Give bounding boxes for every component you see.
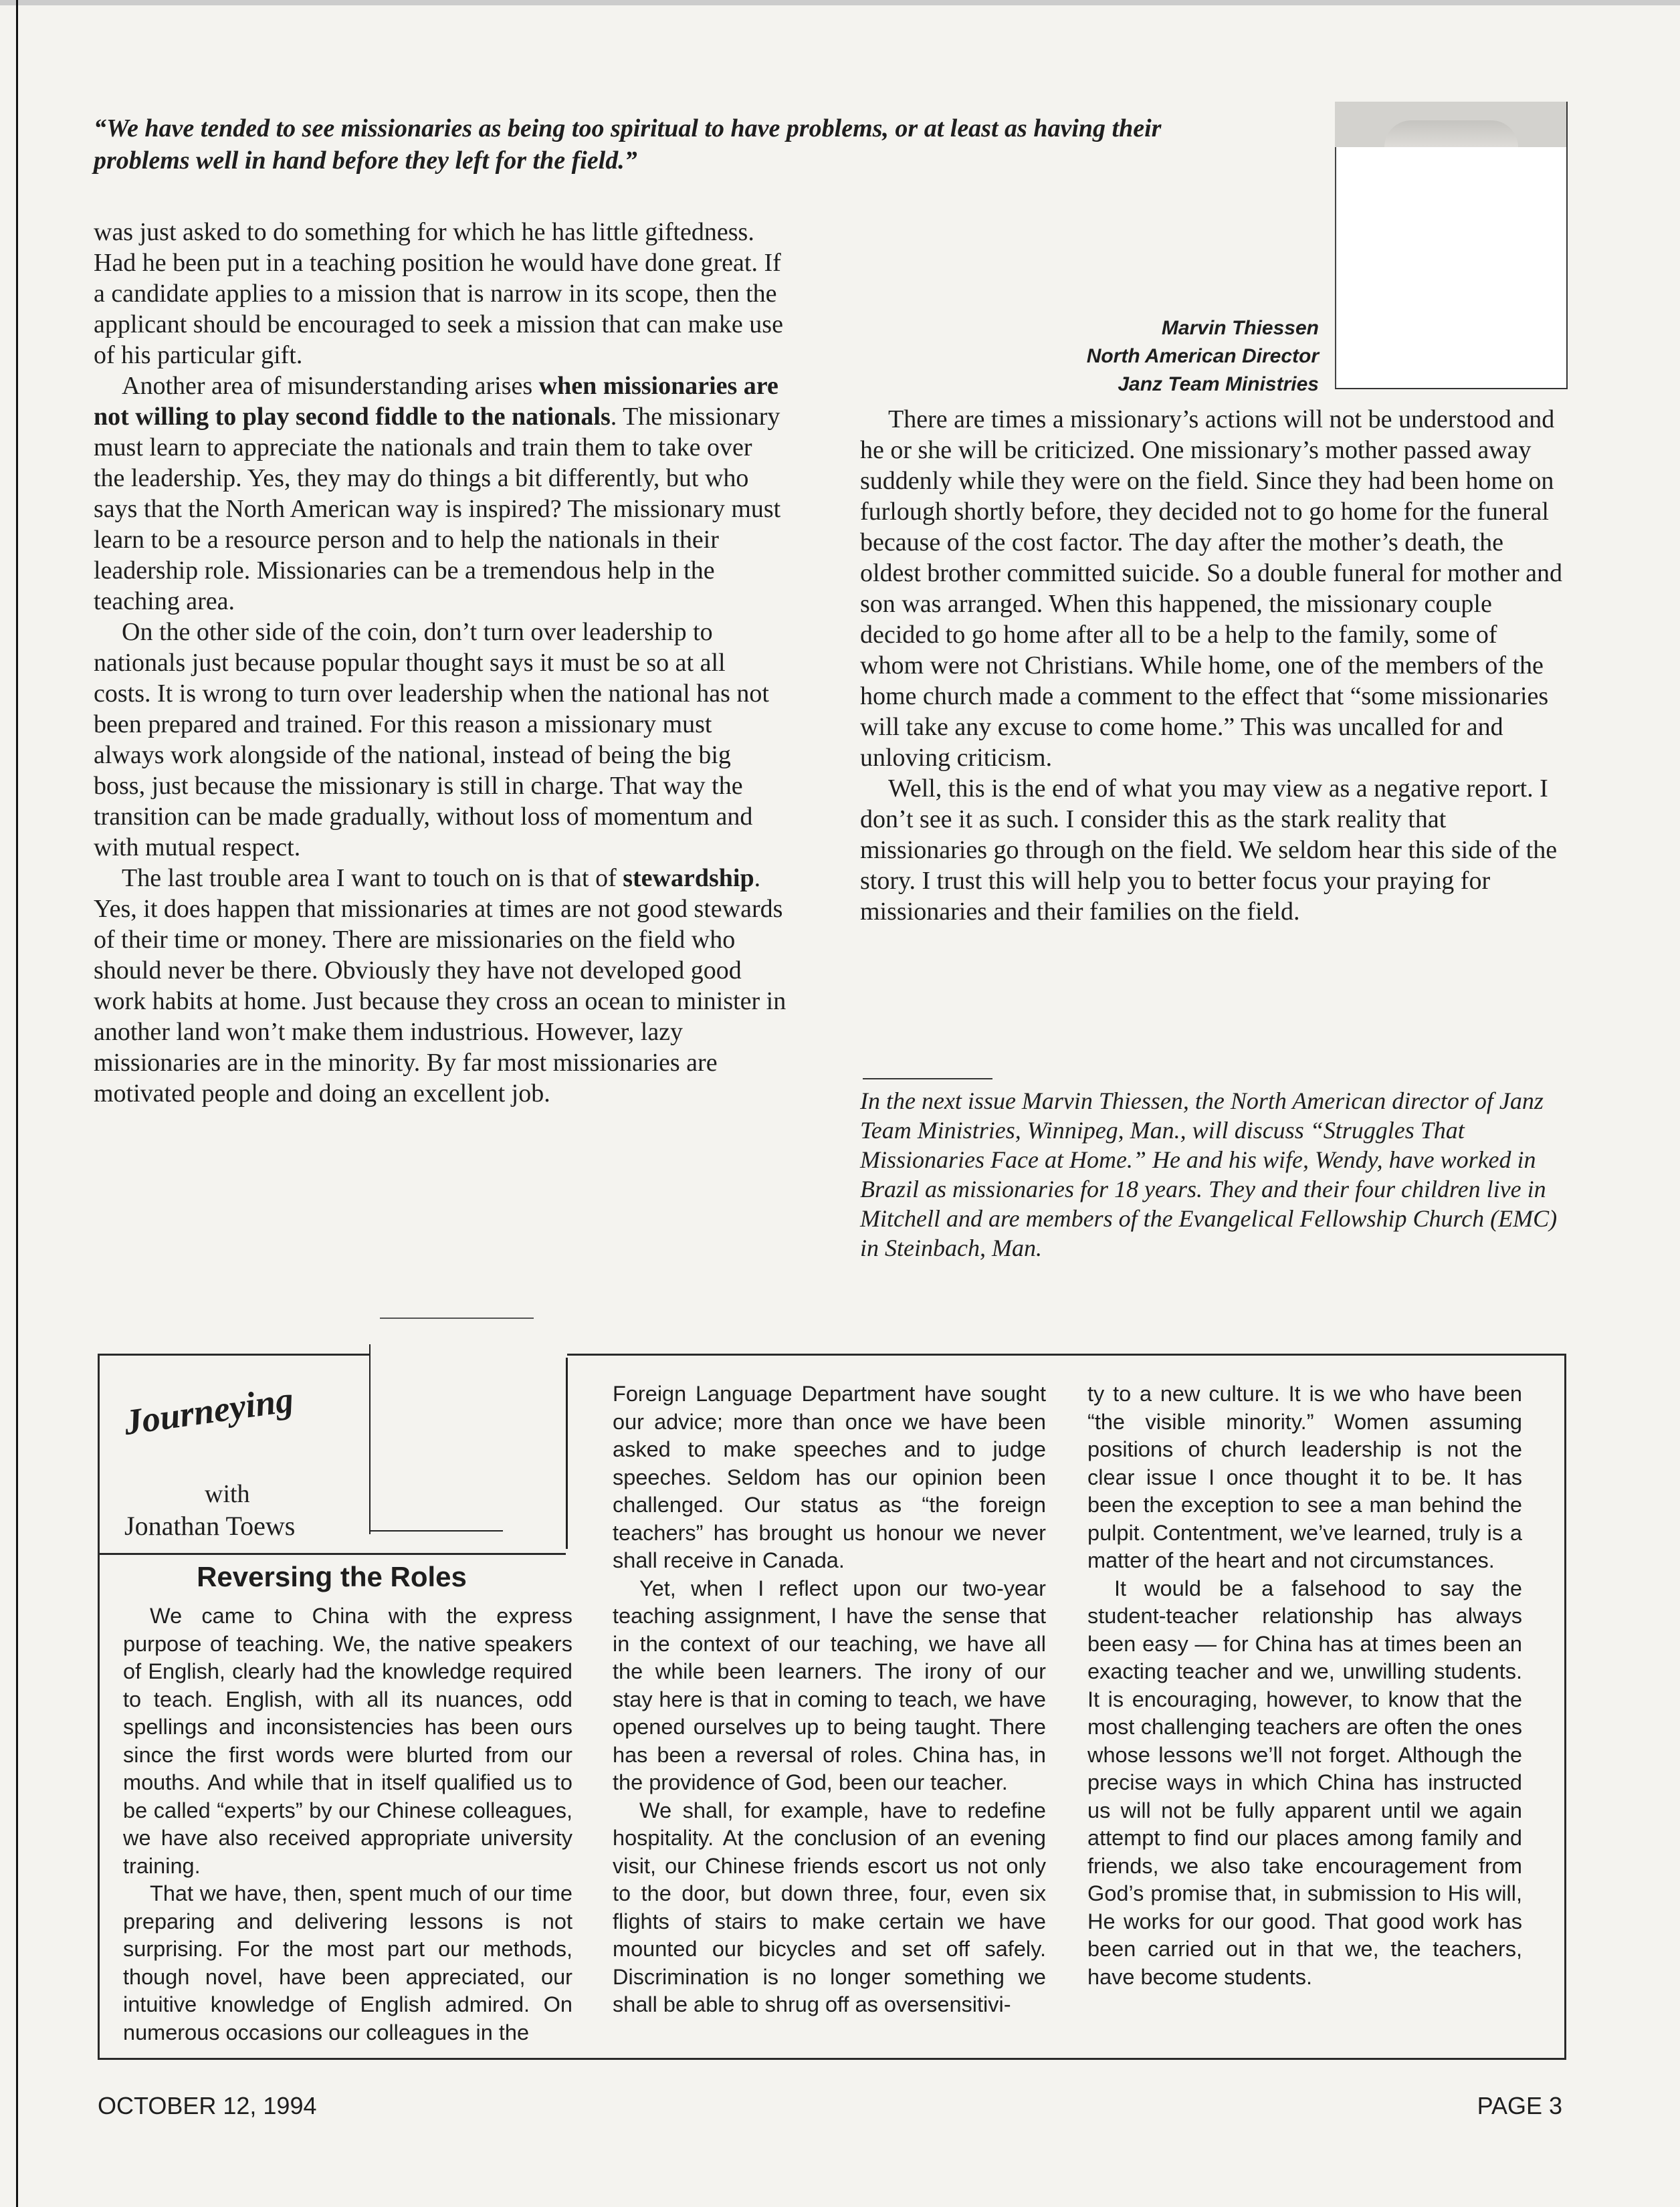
portrait-head-shape [1384,120,1518,147]
text-run: The last trouble area I want to touch on is that of [122,864,623,892]
paragraph: That we have, then, spent much of our time preparing and delivering lessons is not surprising. For the most part our methods, though novel, have been appreciated, our intuitive knowledge of English admired. On numerous occasions our colleagues in the [123,1881,572,2044]
caption-title: North American Director [1086,345,1319,367]
paragraph: Well, this is the end of what you may view as a negative report. I don’t see it as such. I consider this as the stark reality that missionaries go through on the field. We seldom hear this side of the story. I trust this will help you to better focus your praying for missionaries and their families on the field. [860,774,1558,926]
article-right-column [860,404,1562,927]
photo-frame-line [566,1358,568,1549]
paragraph [94,863,788,1109]
column-headline: Reversing the Roles [197,1561,467,1592]
column-text-3 [1087,1380,1522,1991]
column-text-2 [613,1380,1046,2019]
footer-date: OCTOBER 12, 1994 [98,2092,317,2119]
text-run: . Yes, it does happen that missionaries at times are not good stewards of their time or money. There are missionaries on the field who should never be there. Obviously they have not developed good work habits at home. Just because they cross an ocean to minister in another land won’t make them industrious. However, lazy missionaries are in the minority. By far most missionaries are motivated people and doing an excellent job. [94,864,786,1108]
portrait-frame-line [1335,147,1336,388]
scan-top-edge [0,0,1680,5]
bold-phrase: when missionaries are not willing to play second fiddle to the nationals [94,372,778,431]
pull-quote: “We have tended to see missionaries as being too spiritual to have problems, or at least as having their problems well in hand before they left for the field.” [94,114,1162,175]
paragraph: We shall, for example, have to redefine hospitality. At the conclusion of an evening visit, our Chinese friends escort us not only to the door, but down three, four, even six flights of stairs to make certain we have mounted our bicycles and set off safely. Discrimination is no longer something we shall be able to shrug off as oversensitivi- [613,1798,1046,2016]
bold-phrase: stewardship [623,864,754,892]
paragraph: On the other side of the coin, don’t turn over leadership to nationals just because popular thought says it must be so at all costs. It is wrong to turn over leadership when the national has not been prepared and trained. For this reason a missionary must always work alongside of the national, instead of being the big boss, just because the missionary is still in charge. That way the transition can be made gradually, without loss of momentum and with mutual respect. [94,618,769,861]
paragraph: ty to a new culture. It is we who have been “the visible minority.” Women assuming positions of church leadership is not the clear issue I once thought it to be. It has been the exception to see a man behind the pulpit. Contentment, we’ve learned, truly is a matter of the heart and not circumstances. [1087,1382,1522,1572]
column-author: Jonathan Toews [124,1511,296,1541]
column-with: with [205,1480,250,1508]
photo-frame-line [369,1530,503,1532]
box-top-rule [380,1318,534,1319]
paragraph: There are times a missionary’s actions will not be understood and he or she will be criticized. One missionary’s mother passed away suddenly while they were on the field. Since they had been home on furlough shortly before, they decided not to go home for the funeral because of the cost factor. The day after the mother’s death, the oldest brother committed suicide. So a double funeral for mother and son was arranged. When this happened, the missionary couple decided to go home after all to be a help to the family, some of whom were not Christians. While home, one of the members of the home church made a comment to the effect that “some missionaries will take any excuse to come home.” This was uncalled for and unloving criticism. [860,405,1562,772]
scan-left-edge [16,0,18,2207]
caption-org: Janz Team Ministries [1118,373,1319,395]
paragraph: Yet, when I reflect upon our two-year teaching assignment, I have the sense that in the context of our teaching, we have all the while been learners. The irony of our stay here is that in coming to teach, we have opened ourselves up to being taught. There has been a reversal of roles. China has, in the providence of God, been our teacher. [613,1576,1046,1794]
column-header-divider [98,1553,566,1555]
paragraph [94,371,788,617]
note-separator [863,1078,992,1079]
paragraph: Foreign Language Department have sought our advice; more than once we have been asked to make speeches and to judge speeches. Seldom has our opinion been challenged. Our status as “the foreign teachers” has brought us honour we never shall receive in Canada. [613,1382,1046,1572]
photo-frame-line [369,1344,371,1534]
page-number: PAGE 3 [1477,2092,1562,2119]
text-run: . The missionary must learn to appreciate the nationals and train them to take over the leadership. Yes, they may do things a bit differently, but who says that the North American way is inspired? The missionary must learn to be a resource person and to help the nationals in their leadership role. Missionaries can be a tremendous help in the teaching area. [94,403,781,615]
paragraph: was just asked to do something for which he has little giftedness. Had he been put in a teaching position he would have done great. If a candidate applies to a mission that is narrow in its scope, then the applicant should be encouraged to seek a mission that can make use of his particular gift. [94,218,783,369]
column-logo: Journeying [121,1379,296,1443]
author-photo-area [369,1338,567,1534]
article-left-column [94,217,788,1109]
author-note: In the next issue Marvin Thiessen, the North American director of Janz Team Ministries, Winnipeg, Man., will discuss “Struggles That Missionaries Face at Home.” He and his wife, Wendy, have worked in Brazil as missionaries for 18 years. They and their four children live in Mitchell and are members of the Evangelical Fellowship Church (EMC) in Steinbach, Man. [860,1087,1558,1261]
photo-caption [1003,314,1319,399]
paragraph: It would be a falsehood to say the student-teacher relationship has always been easy — for China has at times been an exacting teacher and we, unwilling students. It is encouraging, however, to know that the most challenging teachers are often the ones whose lessons we’ll not forget. Although the precise ways in which China has instructed us will not be fully apparent until we again attempt to find our places among family and friends, we also take encouragement from God’s promise that, in submission to His will, He works for our good. That good work has been carried out in that we, the teachers, have become students. [1087,1576,1522,1989]
paragraph: We came to China with the express purpose of teaching. We, the native speakers of English, clearly had the knowledge required to teach. English, with all its nuances, odd spellings and inconsistencies has been ours since the first words were blurted from our mouths. And while that in itself qualified us to be called “experts” by our Chinese colleagues, we have also received appropriate university training. [123,1604,572,1878]
caption-name: Marvin Thiessen [1161,317,1319,339]
text-run: Another area of misunderstanding arises [122,372,539,400]
column-text-1 [123,1602,572,2046]
